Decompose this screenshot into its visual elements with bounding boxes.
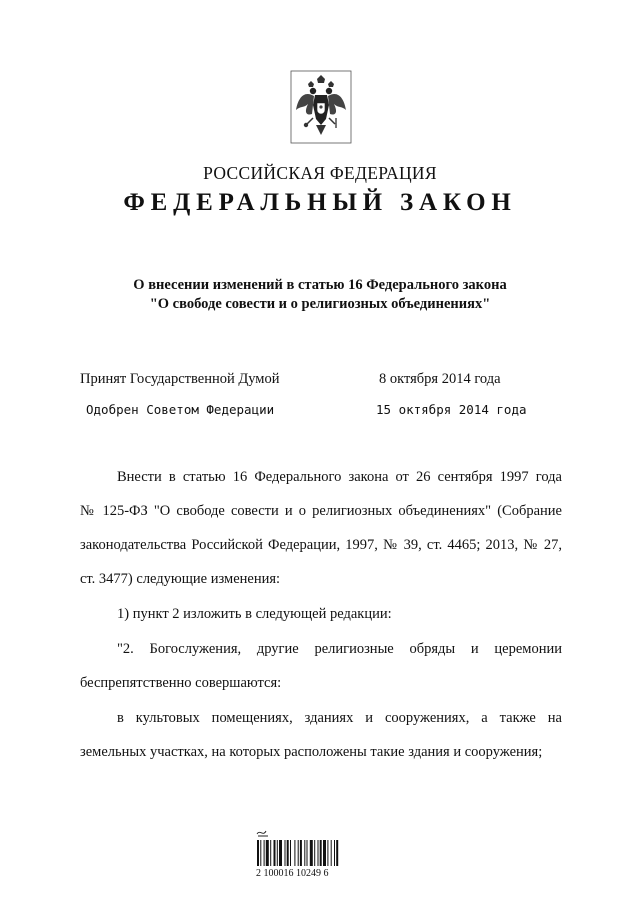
registration-mark-icon <box>256 828 270 838</box>
paragraph-1-line-4: ст. 3477) следующие изменения: <box>80 571 281 587</box>
council-approval-label: Одобрен Советом Федерации <box>86 402 275 417</box>
country-heading: РОССИЙСКАЯ ФЕДЕРАЦИЯ <box>203 163 437 183</box>
coat-of-arms-icon <box>290 70 352 144</box>
paragraph-3-line-2: беспрепятственно совершаются: <box>80 675 282 691</box>
paragraph-1-line-1: Внести в статью 16 Федерального закона от 26 сентября 1997 года <box>117 469 562 485</box>
subject-line-1: О внесении изменений в статью 16 Федерального закона <box>133 277 507 293</box>
duma-adoption-label: Принят Государственной Думой <box>80 371 280 387</box>
subject-line-2: "О свободе совести и о религиозных объединениях" <box>149 296 491 312</box>
paragraph-4-line-1: в культовых помещениях, зданиях и сооружениях, а также на <box>117 710 562 726</box>
law-subject <box>0 276 640 314</box>
law-type-title: ФЕДЕРАЛЬНЫЙ ЗАКОН <box>123 189 517 216</box>
paragraph-3-line-1: "2. Богослужения, другие религиозные обряды и церемонии <box>117 641 562 657</box>
barcode-icon <box>257 840 369 866</box>
paragraph-4-line-2: земельных участках, на которых расположены такие здания и сооружения; <box>80 744 543 760</box>
barcode-number: 2 100016 10249 6 <box>256 868 329 879</box>
paragraph-1-line-3: законодательства Российской Федерации, 1997, № 39, ст. 4465; 2013, № 27, <box>80 537 562 553</box>
council-approval-date: 15 октября 2014 года <box>376 402 527 417</box>
paragraph-1-line-2: № 125-ФЗ "О свободе совести и о религиозных объединениях" (Собрание <box>80 503 562 519</box>
duma-adoption-date: 8 октября 2014 года <box>379 371 501 387</box>
barcode <box>256 828 376 880</box>
paragraph-2: 1) пункт 2 изложить в следующей редакции: <box>117 606 392 622</box>
